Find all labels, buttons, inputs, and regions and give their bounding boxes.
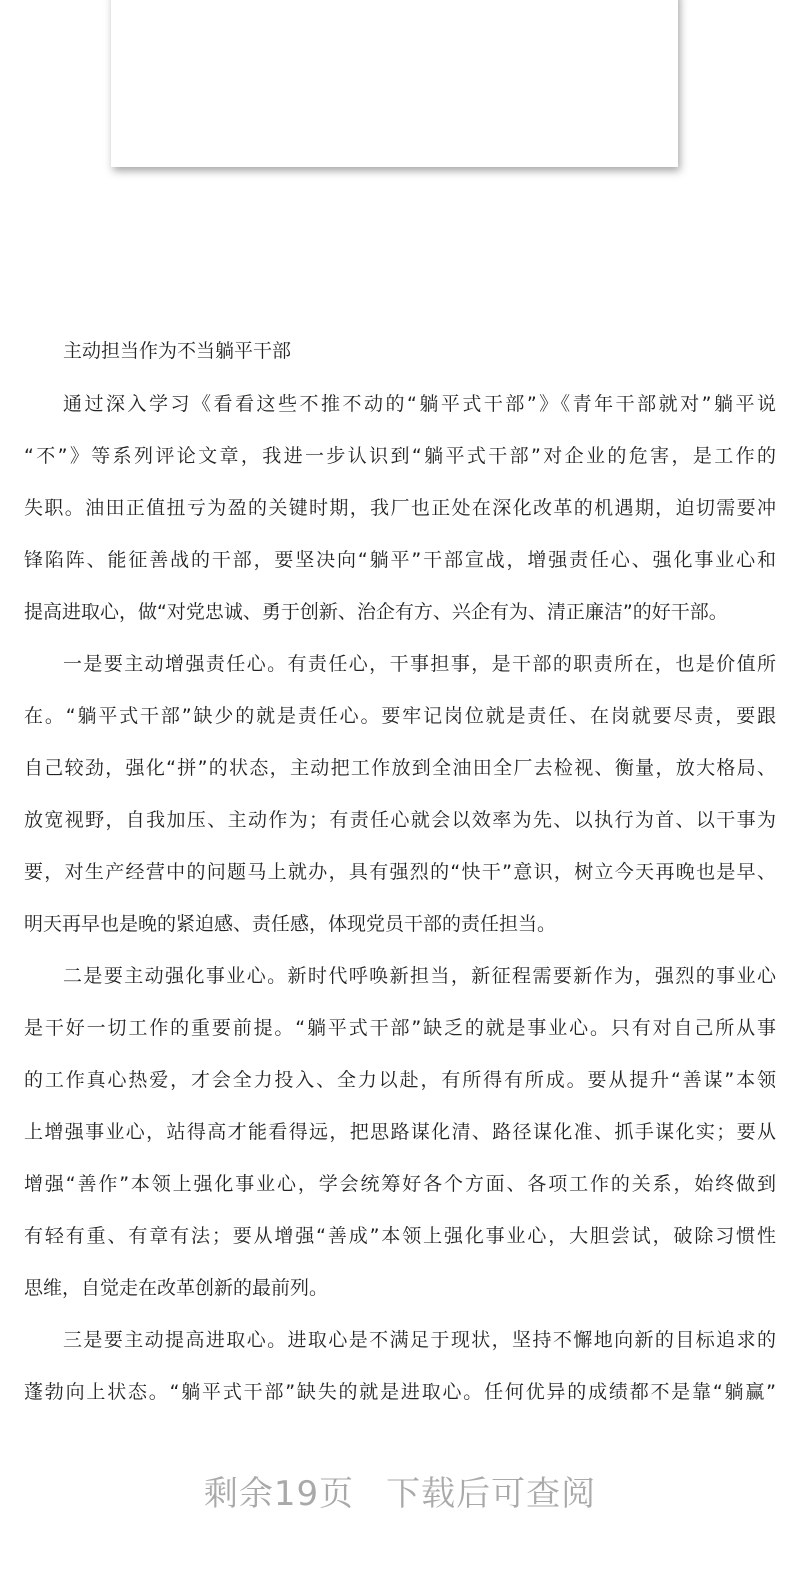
paragraph-line: 增强“善作”本领上强化事业心，学会统筹好各个方面、各项工作的关系，始终做到 xyxy=(24,1173,776,1195)
remaining-pages-label[interactable]: 剩余19页 xyxy=(203,1474,355,1514)
paragraph-line: 提高进取心，做“对党忠诚、勇于创新、治企有方、兴企有为、清正廉洁”的好干部。 xyxy=(24,601,728,623)
document-body xyxy=(24,336,776,1429)
paragraph-line: 思维，自觉走在改革创新的最前列。 xyxy=(24,1277,329,1299)
paragraph-line: 放宽视野，自我加压、主动作为；有责任心就会以效率为先、以执行为首、以干事为 xyxy=(24,809,776,831)
paragraph xyxy=(24,389,776,649)
document-title: 主动担当作为不当躺平干部 xyxy=(63,340,292,362)
paragraph-line: 有轻有重、有章有法；要从增强“善成”本领上强化事业心，大胆尝试，破除习惯性 xyxy=(24,1225,776,1247)
paragraph xyxy=(24,649,776,961)
paragraph-line: 三是要主动提高进取心。进取心是不满足于现状，坚持不懈地向新的目标追求的 xyxy=(63,1329,776,1351)
paragraph-line: “不”》等系列评论文章，我进一步认识到“躺平式干部”对企业的危害，是工作的 xyxy=(24,445,776,467)
paragraph-line: 失职。油田正值扭亏为盈的关键时期，我厂也正处在深化改革的机遇期，迫切需要冲 xyxy=(24,497,776,519)
previous-page-card xyxy=(111,0,678,167)
download-prompt[interactable] xyxy=(0,1466,800,1515)
paragraph xyxy=(24,1325,776,1429)
download-hint-label[interactable]: 下载后可查阅 xyxy=(386,1474,597,1514)
paragraph-line: 的工作真心热爱，才会全力投入、全力以赴，有所得有所成。要从提升“善谋”本领 xyxy=(24,1069,776,1091)
paragraph-line: 二是要主动强化事业心。新时代呼唤新担当，新征程需要新作为，强烈的事业心 xyxy=(63,965,776,987)
paragraph-line: 上增强事业心，站得高才能看得远，把思路谋化清、路径谋化准、抓手谋化实；要从 xyxy=(24,1121,776,1143)
paragraph-line: 锋陷阵、能征善战的干部，要坚决向“躺平”干部宣战，增强责任心、强化事业心和 xyxy=(24,549,776,571)
paragraph-line: 蓬勃向上状态。“躺平式干部”缺失的就是进取心。任何优异的成绩都不是靠“躺赢” xyxy=(24,1381,776,1403)
paragraph-line: 在。“躺平式干部”缺少的就是责任心。要牢记岗位就是责任、在岗就要尽责，要跟 xyxy=(24,705,776,727)
paragraph-line: 通过深入学习《看看这些不推不动的“躺平式干部”》《青年干部就对”躺平说 xyxy=(63,393,776,415)
paragraph-line: 明天再早也是晚的紧迫感、责任感，体现党员干部的责任担当。 xyxy=(24,913,557,935)
paragraph-line: 是干好一切工作的重要前提。“躺平式干部”缺乏的就是事业心。只有对自己所从事 xyxy=(24,1017,776,1039)
paragraph-line: 自己较劲，强化“拼”的状态，主动把工作放到全油田全厂去检视、衡量，放大格局、 xyxy=(24,757,776,779)
paragraph xyxy=(24,961,776,1325)
paragraph-line: 要，对生产经营中的问题马上就办，具有强烈的“快干”意识，树立今天再晚也是早、 xyxy=(24,861,776,883)
paragraph-line: 一是要主动增强责任心。有责任心，干事担事，是干部的职责所在，也是价值所 xyxy=(63,653,776,675)
